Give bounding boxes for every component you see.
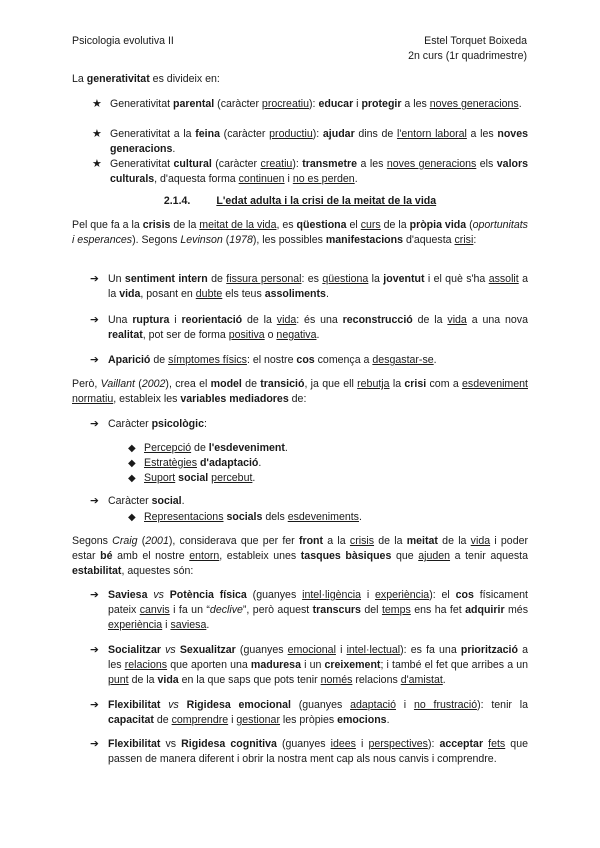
list-item-generativity-work: ★ Generativitat a la feina (caràcter productiu): ajudar dins de l'entorn laboral a les noves generacions.	[92, 128, 528, 155]
arrow-bullet-icon: ➔	[90, 589, 99, 601]
list-item-social: ➔ Caràcter social.	[90, 495, 185, 507]
list-item-psychological: ➔ Caràcter psicològic:	[90, 418, 207, 430]
intro-line: La generativitat es divideix en:	[72, 73, 220, 85]
arrow-bullet-icon: ➔	[90, 354, 99, 366]
list-item-manifestation-2: ➔ Una ruptura i reorientació de la vida: és una reconstrucció de la vida a una nova realitat, pot ser de forma positiva o negativa.	[90, 314, 528, 341]
diamond-bullet-icon: ◆	[128, 473, 136, 484]
header-author-block	[408, 34, 527, 64]
star-bullet-icon: ★	[92, 98, 102, 110]
arrow-bullet-icon: ➔	[90, 699, 99, 711]
sub-item-perception: ◆ Percepció de l'esdeveniment.	[128, 442, 288, 454]
arrow-bullet-icon: ➔	[90, 495, 99, 507]
paragraph-craig: Segons Craig (2001), considerava que per fer front a la crisis de la meitat de la vida i poder estar bé amb el nostre entorn, estableix unes tasques bàsiques que ajuden a tenir aquesta estabilitat, aquestes són:	[72, 535, 529, 577]
list-item-manifestation-3: ➔ Aparició de símptomes físics: el nostre cos comença a desgastar-se.	[90, 354, 437, 366]
list-item-generativity-parental: ★ Generativitat parental (caràcter procreatiu): educar i protegir a les noves generacions.	[92, 98, 522, 110]
diamond-bullet-icon: ◆	[128, 443, 136, 454]
list-item-task-cognitive: ➔ Flexibilitat vs Rigidesa cognitiva (guanyes idees i perspectives): acceptar fets que passen de manera diferent i obrir la nostra ment cap als nous canvis i comprendre.	[90, 738, 528, 765]
sub-item-adaptation: ◆ Estratègies d'adaptació.	[128, 457, 262, 469]
list-item-task-wisdom: ➔ Saviesa vs Potència física (guanyes intel·ligència i experiència): el cos físicament pateix canvis i fa un “declive”, però aquest transcurs del temps ens ha fet adquirir més experiència i saviesa.	[90, 589, 528, 631]
arrow-bullet-icon: ➔	[90, 738, 99, 750]
list-item-task-socialize: ➔ Socialitzar vs Sexualitzar (guanyes emocional i intel·lectual): es fa una priorització a les relacions que aporten una maduresa i un creixement; i també el fet que arribes a un punt de la vida en la que saps que pots tenir només relacions d'amistat.	[90, 644, 528, 686]
diamond-bullet-icon: ◆	[128, 458, 136, 469]
arrow-bullet-icon: ➔	[90, 314, 99, 326]
list-item-task-emotional: ➔ Flexibilitat vs Rigidesa emocional (guanyes adaptació i no frustració): tenir la capacitat de comprendre i gestionar les pròpies emocions.	[90, 699, 528, 726]
star-bullet-icon: ★	[92, 158, 102, 170]
sub-item-representations: ◆ Representacions socials dels esdeveniments.	[128, 511, 362, 523]
sub-item-support: ◆ Suport social percebut.	[128, 472, 256, 484]
header-course: Psicologia evolutiva II	[72, 35, 174, 47]
paragraph-crisis: Pel que fa a la crisis de la meitat de la vida, es qüestiona el curs de la pròpia vida (oportunitats i esperances). Segons Levinson (1978), les possibles manifestacions d'aquesta crisi:	[72, 219, 528, 246]
header-term: 2n curs (1r quadrimestre)	[408, 50, 527, 62]
arrow-bullet-icon: ➔	[90, 418, 99, 430]
header-author: Estel Torquet Boixeda	[424, 35, 527, 47]
list-item-generativity-cultural: ★ Generativitat cultural (caràcter creatiu): transmetre a les noves generacions els valors culturals, d'aquesta forma continuen i no es perden.	[92, 158, 528, 185]
list-item-manifestation-1: ➔ Un sentiment intern de fissura personal: es qüestiona la joventut i el què s'ha assolit a la vida, posant en dubte els teus assoliments.	[90, 273, 528, 300]
diamond-bullet-icon: ◆	[128, 512, 136, 523]
section-heading: 2.1.4. L'edat adulta i la crisi de la meitat de la vida	[163, 195, 437, 207]
paragraph-vaillant: Però, Vaillant (2002), crea el model de transició, ja que ell rebutja la crisi com a esdeveniment normatiu, estableix les variables mediadores de:	[72, 378, 528, 405]
star-bullet-icon: ★	[92, 128, 102, 140]
arrow-bullet-icon: ➔	[90, 273, 99, 285]
arrow-bullet-icon: ➔	[90, 644, 99, 656]
